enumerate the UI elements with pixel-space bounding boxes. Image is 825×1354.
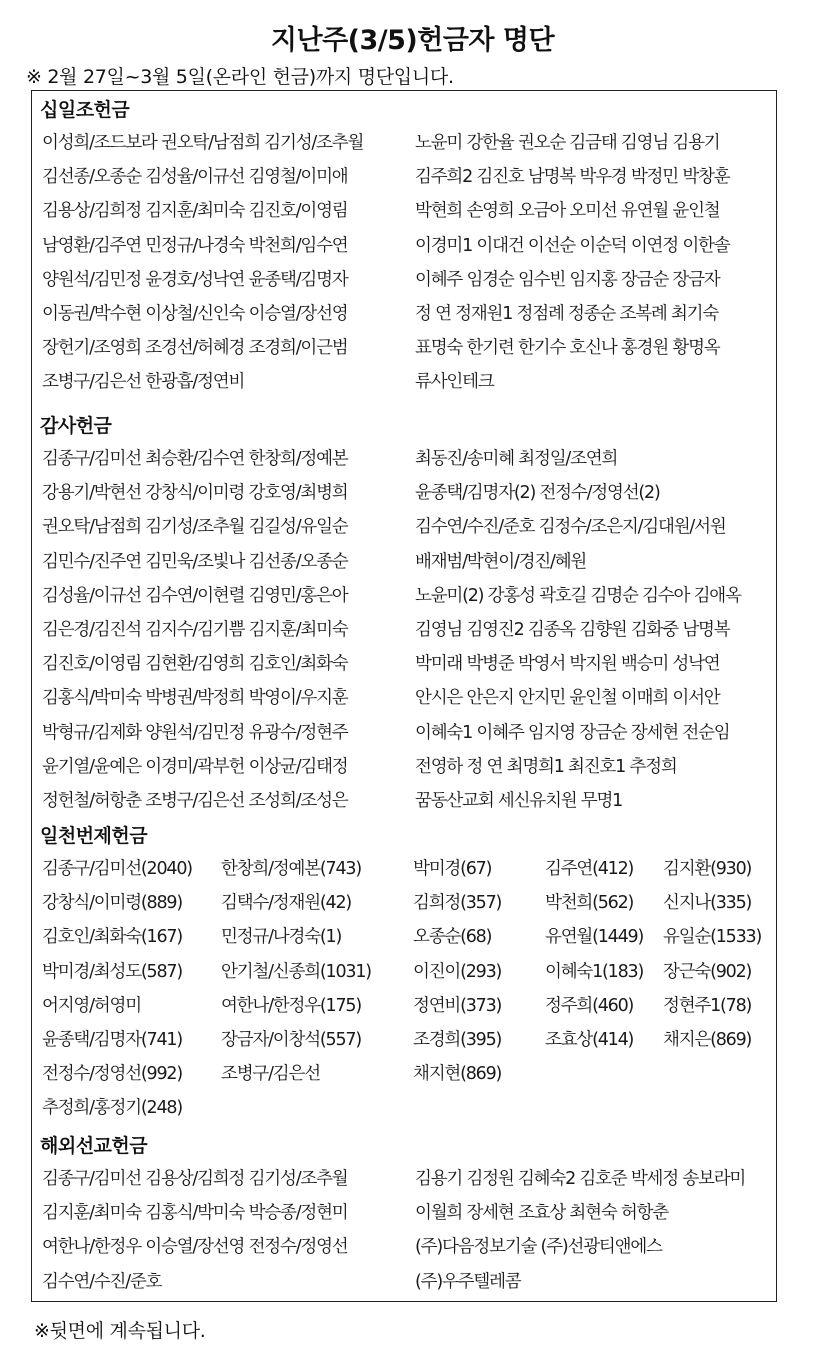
donor-names: 강창식/이미령(889) bbox=[42, 893, 182, 914]
donor-row bbox=[32, 1165, 776, 1199]
donor-names: 여한나/한정우 이승열/장선영 전정수/정영선 bbox=[42, 1237, 348, 1258]
donor-names: 김진호/이영림 김현환/김영희 김호인/최화숙 bbox=[42, 654, 348, 675]
donor-row bbox=[32, 479, 776, 513]
donor-names: 박현희 손영희 오금아 오미선 유연월 윤인철 bbox=[415, 201, 720, 222]
donor-names: 김수연/수진/준호 bbox=[42, 1271, 162, 1292]
donor-names: 남영환/김주연 민정규/나경숙 박천희/임수연 bbox=[42, 235, 348, 256]
donor-row bbox=[32, 616, 776, 650]
continued-notice: ※뒷면에 계속됩니다. bbox=[34, 1320, 206, 1342]
donor-names: 김민수/진주연 김민욱/조빛나 김선종/오종순 bbox=[42, 551, 348, 572]
donor-names: 오종순(68) bbox=[413, 927, 492, 948]
donor-names: 김지환(930) bbox=[663, 859, 752, 879]
donor-row bbox=[32, 650, 776, 684]
donor-names: 추정희/홍정기(248) bbox=[42, 1098, 182, 1119]
donor-names: 채지현(869) bbox=[413, 1064, 502, 1085]
donor-names: 박미경/최성도(587) bbox=[42, 961, 182, 982]
donor-names: 박미경(67) bbox=[413, 859, 492, 879]
donor-names: 김수연/수진/준호 김정수/조은지/김대원/서원 bbox=[415, 517, 726, 538]
donor-names: 양원석/김민정 윤경호/성낙연 윤종택/김명자 bbox=[42, 269, 348, 290]
donor-names: 꿈동산교회 세신유치원 무명1 bbox=[415, 791, 623, 811]
donor-names: 김용기 김정원 김혜숙2 김호준 박세정 송보라미 bbox=[415, 1169, 746, 1189]
donor-names: 채지은(869) bbox=[663, 1030, 752, 1050]
donor-names: (주)우주텔레콤 bbox=[415, 1271, 521, 1292]
donor-names: 이동권/박수현 이상철/신인숙 이승열/장선영 bbox=[42, 304, 348, 324]
donor-row bbox=[32, 1199, 776, 1233]
donor-row bbox=[32, 1233, 776, 1267]
donor-names: 정현주1(78) bbox=[663, 995, 752, 1016]
donor-names: 김용상/김희정 김지훈/최미숙 김진호/이영림 bbox=[42, 201, 348, 222]
donor-row bbox=[32, 787, 776, 821]
donor-names: 신지나(335) bbox=[663, 893, 752, 914]
donor-row bbox=[32, 1268, 776, 1302]
donor-names: 전영하 정 연 최명희1 최진호1 추정희 bbox=[415, 756, 677, 777]
donor-names: 김희정(357) bbox=[413, 893, 502, 914]
donor-names: 김성율/이규선 김수연/이현렬 김영민/홍은아 bbox=[42, 585, 348, 606]
donor-names: (주)다음정보기술 (주)선광티앤에스 bbox=[415, 1237, 662, 1258]
donor-names: 김종구/김미선 최승환/김수연 한창희/정예본 bbox=[42, 449, 348, 469]
donor-names: 김호인/최화숙(167) bbox=[42, 927, 182, 948]
donor-names: 이혜숙1 이혜주 임지영 장금순 장세현 전순임 bbox=[415, 722, 730, 743]
donor-names: 안기철/신종희(1031) bbox=[221, 961, 371, 982]
donor-names: 정주희(460) bbox=[545, 995, 634, 1016]
donor-names: 김선종/오종순 김성율/이규선 김영철/이미애 bbox=[42, 167, 348, 188]
donor-names: 배재범/박현이/경진/혜원 bbox=[415, 551, 587, 572]
donor-names: 김지훈/최미숙 김홍식/박미숙 박승종/정현미 bbox=[42, 1203, 348, 1224]
section-title: 해외선교헌금 bbox=[40, 1135, 148, 1157]
donor-row bbox=[32, 445, 776, 479]
donor-names: 박형규/김제화 양원석/김민정 유광수/정현주 bbox=[42, 722, 348, 743]
donor-row bbox=[32, 266, 776, 300]
donor-row bbox=[32, 855, 776, 889]
donor-names: 어지영/허영미 bbox=[42, 995, 141, 1016]
donor-names: 윤종택/김명자(2) 전정수/정영선(2) bbox=[415, 483, 660, 504]
donor-names: 여한나/한정우(175) bbox=[221, 995, 361, 1016]
donor-names: 이진이(293) bbox=[413, 961, 502, 982]
donor-row bbox=[32, 753, 776, 787]
donor-names: 노윤미(2) 강홍성 곽호길 김명순 김수아 김애옥 bbox=[415, 585, 741, 606]
donor-row bbox=[32, 958, 776, 992]
donor-row bbox=[32, 129, 776, 163]
donor-names: 윤기열/윤예은 이경미/곽부헌 이상균/김태정 bbox=[42, 756, 348, 777]
donor-names: 조경희(395) bbox=[413, 1030, 502, 1050]
donor-names: 한창희/정예본(743) bbox=[221, 859, 361, 879]
donor-names: 김주희2 김진호 남명복 박우경 박정민 박창훈 bbox=[415, 167, 730, 188]
donor-names: 김종구/김미선(2040) bbox=[42, 859, 192, 879]
donor-row bbox=[32, 334, 776, 368]
donor-names: 박미래 박병준 박영서 박지원 백승미 성낙연 bbox=[415, 654, 720, 675]
donor-row bbox=[32, 582, 776, 616]
donor-row bbox=[32, 368, 776, 402]
donor-row bbox=[32, 163, 776, 197]
donor-names: 최동진/송미혜 최정일/조연희 bbox=[415, 449, 618, 469]
donor-names: 조병구/김은선 한광흡/정연비 bbox=[42, 372, 245, 393]
donor-list-box bbox=[31, 90, 777, 1302]
donor-names: 장금자/이창석(557) bbox=[221, 1030, 361, 1050]
date-range-notice: ※ 2월 27일~3월 5일(온라인 헌금)까지 명단입니다. bbox=[26, 66, 454, 88]
donor-row bbox=[32, 1060, 776, 1094]
donor-names: 정연비(373) bbox=[413, 995, 502, 1016]
donor-names: 조병구/김은선 bbox=[221, 1064, 320, 1085]
donor-row bbox=[32, 684, 776, 718]
donor-names: 류사인테크 bbox=[415, 372, 494, 393]
donor-row bbox=[32, 197, 776, 231]
donor-row bbox=[32, 992, 776, 1026]
donor-names: 노윤미 강한율 권오순 김금태 김영님 김용기 bbox=[415, 133, 720, 153]
donor-row bbox=[32, 513, 776, 547]
donor-names: 조효상(414) bbox=[545, 1030, 634, 1050]
section-title: 십일조헌금 bbox=[40, 99, 130, 121]
donor-names: 장헌기/조영희 조경선/허혜경 조경희/이근범 bbox=[42, 338, 348, 359]
donor-names: 민정규/나경숙(1) bbox=[221, 927, 342, 948]
donor-names: 유연월(1449) bbox=[545, 927, 644, 948]
donor-names: 이경미1 이대건 이선순 이순덕 이연정 이한솔 bbox=[415, 235, 730, 256]
donor-names: 강용기/박현선 강창식/이미령 강호영/최병희 bbox=[42, 483, 348, 504]
donor-names: 이혜주 임경순 임수빈 임지홍 장금순 장금자 bbox=[415, 269, 720, 290]
donor-row bbox=[32, 548, 776, 582]
donor-row bbox=[32, 1094, 776, 1128]
donor-row bbox=[32, 719, 776, 753]
donor-names: 김홍식/박미숙 박병권/박정희 박영이/우지훈 bbox=[42, 688, 348, 709]
donor-names: 유일순(1533) bbox=[663, 927, 762, 948]
section-title: 일천번제헌금 bbox=[40, 825, 148, 847]
donor-names: 정헌철/허항춘 조병구/김은선 조성희/조성은 bbox=[42, 791, 348, 811]
donor-names: 안시은 안은지 안지민 윤인철 이매희 이서안 bbox=[415, 688, 720, 709]
donor-row bbox=[32, 923, 776, 957]
donor-names: 권오탁/남점희 김기성/조추월 김길성/유일순 bbox=[42, 517, 348, 538]
donor-row bbox=[32, 232, 776, 266]
donor-names: 이혜숙1(183) bbox=[545, 961, 644, 982]
donor-names: 이성희/조드보라 권오탁/남점희 김기성/조추월 bbox=[42, 133, 364, 153]
donor-names: 전정수/정영선(992) bbox=[42, 1064, 182, 1085]
donor-row bbox=[32, 300, 776, 334]
donor-names: 김은경/김진석 김지수/김기쁨 김지훈/최미숙 bbox=[42, 620, 348, 640]
section-title: 감사헌금 bbox=[40, 415, 112, 437]
donor-names: 정 연 정재원1 정점례 정종순 조복례 최기숙 bbox=[415, 304, 719, 324]
donor-names: 김영님 김영진2 김종옥 김향원 김화중 남명복 bbox=[415, 620, 730, 640]
donor-names: 윤종택/김명자(741) bbox=[42, 1030, 182, 1050]
donor-row bbox=[32, 1026, 776, 1060]
page-title: 지난주(3/5)헌금자 명단 bbox=[270, 25, 555, 56]
donor-names: 김종구/김미선 김용상/김희정 김기성/조추월 bbox=[42, 1169, 348, 1189]
donor-row bbox=[32, 889, 776, 923]
donor-names: 이월희 장세현 조효상 최현숙 허항춘 bbox=[415, 1203, 669, 1224]
donor-names: 박천희(562) bbox=[545, 893, 634, 914]
donor-names: 김주연(412) bbox=[545, 859, 634, 879]
donor-names: 김택수/정재원(42) bbox=[221, 893, 352, 914]
donor-names: 표명숙 한기련 한기수 호신나 홍경원 황명옥 bbox=[415, 338, 720, 359]
donor-names: 장근숙(902) bbox=[663, 961, 752, 982]
